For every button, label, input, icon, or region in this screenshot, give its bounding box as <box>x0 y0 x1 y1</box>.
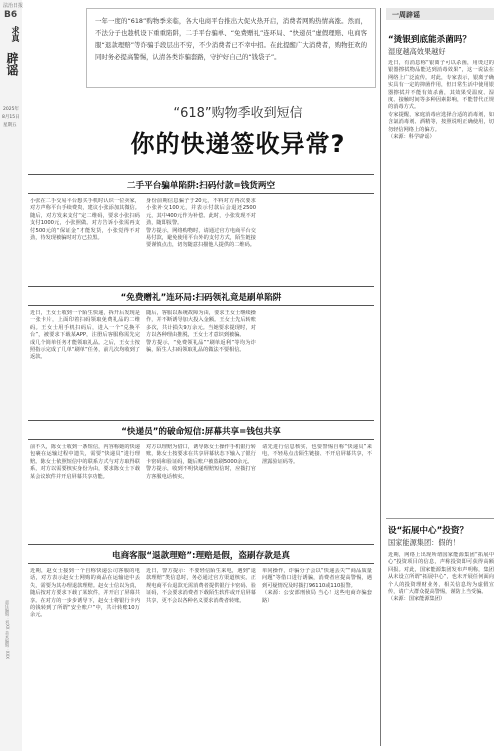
section-title-2: 辟谣 <box>5 52 19 76</box>
intro-text: 一年一度的“618”购物季来临，各大电商平台推出大促火热开启，消费者网购热情高涨。然而，不法分子也趁机设下重重陷阱，二手平台骗单、“免费赠礼”连环局、“快递员”虚假理赔、电商客服“退款理赔”等诈骗手段层出不穷，不少消费者已不幸中招。在此提醒广大消费者，购物狂欢的同时务必提高警惕，认清各类诈骗套路，守护好自己的“钱袋子”。 <box>95 17 367 61</box>
sidebar-article-1-body: 近日，有消息称“银离子可以杀菌，用烫过的银器擦拭物品能达到消毒效果”，这一说法在网络上广泛流传。对此，专家表示，银离子确实具有一定的抑菌作用，但日常生活中使用银器擦拭并不能有效杀菌，其效果受温度、湿度、接触时间等多种因素影响，不能替代正规的消毒方式。 专家提醒，家庭消毒应选择合适的消毒剂，如含氯消毒剂、酒精等，按照说明正确使用，切勿轻信网络上的偏方。 （来源：科学辟谣） <box>388 60 494 141</box>
date-line-1: 2025年 <box>3 107 19 112</box>
section-3-col-1: 前不久，陈女士收到一条短信，内容称她的快递包裹在运输过程中遗失，需要“快递员”进行理赔。陈女士依照短信中的联系方式与对方取得联系，对方以需要核实身份为由，要求陈女士下载某会议软件并开启屏幕共享功能。 <box>30 444 140 480</box>
divider <box>28 420 374 421</box>
sidebar-article-2-title: 设“拓展中心”投资？ <box>388 526 469 536</box>
section-1-heading: 二手平台骗单陷阱:扫码付款=钱货两空 <box>126 181 276 191</box>
sidebar-article-1-title: “烫银到底能杀菌吗？ <box>388 35 471 45</box>
divider <box>28 286 374 287</box>
divider <box>28 563 374 564</box>
section-3-col-2: 对方以理赔为借口，诱导陈女士操作手机银行转账，陈女士按要求在共享屏幕状态下输入了银行卡密码和验证码，随后账户被盗刷5000余元。 警方提示，收到不明快递理赔短信时，应拨打官方客服电话核实。 <box>146 444 256 480</box>
page-number: B6 <box>4 10 18 20</box>
section-2-col-1: 近日，王女士收到一个陌生快递，拆开后发现是一张卡片，上面印着扫码领取免费礼品的二维码。王女士用手机扫码后，进入一个“兑换平台”，被要求下载某APP，注册后客服称需先完成几个简单任务才能领取礼品。之后，王女士按照指示完成了几单“刷单”任务，前几次均收到了返款。 <box>30 310 140 361</box>
divider <box>28 544 374 545</box>
kicker: “618”购物季收到短信 <box>173 106 303 121</box>
section-4-col-2: 近日，警方提示：不要轻信陌生来电，遇到“退款理赔”类信息时，务必通过官方渠道核实。正规电商平台退款无需消费者提供银行卡密码、验证码，不会要求消费者下载陌生软件或开启屏幕共享，更不会以各种名义要求消费者转账。 <box>146 568 256 604</box>
section-4-col-3: 单同操作，诈骗分子会以“快递丢失”“商品质量问题”等借口进行诱骗，消费者应提高警惕，遇到可疑情况及时拨打96110或110报警。 （来源：公安部刑侦局 当心！这些电商诈骗套路） <box>262 568 372 604</box>
sidebar-article-2-subtitle: 国家能源集团：假的！ <box>388 538 460 547</box>
section-title-1: 求真 <box>11 26 20 42</box>
section-1-col-2: 身份前期信息骗子于20元，不料对方再次要求小张补交100元，并表示付款后会退还2500元，其中400元作为补偿。此时，小张发现不对劲，随即报警。 警方提示，网络购物时，请通过官方电商平台交易付款，避免使用平台外的支付方式，陌生链接要谨慎点击，切勿随意扫描他人提供的二维码。 <box>146 198 256 249</box>
headline: 你的快递签收异常? <box>130 130 346 158</box>
divider <box>28 305 374 306</box>
section-1-col-1: 小张在二手交易平台想买手机时认识一位卖家，对方声称平台手续费贵，建议小张添加其微信。随后，对方发来支付“定二维码，要求小张扫码支付1000元，小张照做。对方告诉小张需再支付500元的“保证金”才能发货，小张觉得不对劲，待发现被骗时对方已拉黑。 <box>30 198 140 242</box>
date-line-2: 8月15日 <box>2 115 20 120</box>
editor-line: 责任编辑：刘XX 美术编辑：XXX <box>5 600 10 659</box>
section-3-col-3: 请先进行信息核实，也要警惕自称“快递员”来电，不轻易点击陌生链接、不开启屏幕共享，不泄露验证码等。 <box>262 444 372 465</box>
section-2-heading: “免费赠礼”连环局:扫码领礼竟是刷单陷阱 <box>120 293 282 303</box>
section-3-heading: “快递员”的破命短信:屏幕共享=钱包共享 <box>121 427 281 437</box>
divider <box>28 439 374 440</box>
divider <box>386 518 494 519</box>
sidebar-divider <box>380 8 381 746</box>
section-2-col-2: 随后，客服以系统故障为由，要求王女士继续操作，并不断诱导加大投入金额。王女士先后转账多次，共计损失9万余元。当她要求提现时，对方以各种理由推脱，王女士才意识到被骗。 警方提示，“免费领礼品”“刷单返利”等均为诈骗，陌生人扫码领取礼品的做法不要相信。 <box>146 310 256 354</box>
masthead-logo: 法治日报 <box>3 3 24 9</box>
divider <box>28 174 374 175</box>
section-4-heading: 电商客服“退款理赔”:理赔是假，盗刷存款是真 <box>111 551 290 561</box>
section-4-col-1: 近期，赵女士接到一个自称快递公司客服的电话，对方表示赵女士网购的商品在运输途中丢失，需要为其办理退款理赔。赵女士信以为真，随后按对方要求下载了某软件，并开启了屏幕共享。在对方的一步步诱导下，赵女士将银行卡内的钱转到了所谓“安全账户”中，共计转账10万余元。 <box>30 568 140 619</box>
date-line-3: 星期五 <box>3 123 17 128</box>
sidebar-article-2-body: 近期，网络上出现所谓国家能源集团“拓展中心”投资项目的信息，声称投资即可获得高额回报。对此，国家能源集团发布声明称，集团从未设立所谓“拓展中心”，也未开展任何面向个人的投资理财业务，相关信息均为虚假宣传，请广大群众提高警惕，谨防上当受骗。 （来源：国家能源集团） <box>388 552 494 603</box>
sidebar-header: 一周辟谣 <box>392 11 420 19</box>
divider <box>28 193 374 194</box>
intro-box <box>86 8 376 88</box>
sidebar-article-1-subtitle: 湿度越高效果越好 <box>388 47 446 56</box>
